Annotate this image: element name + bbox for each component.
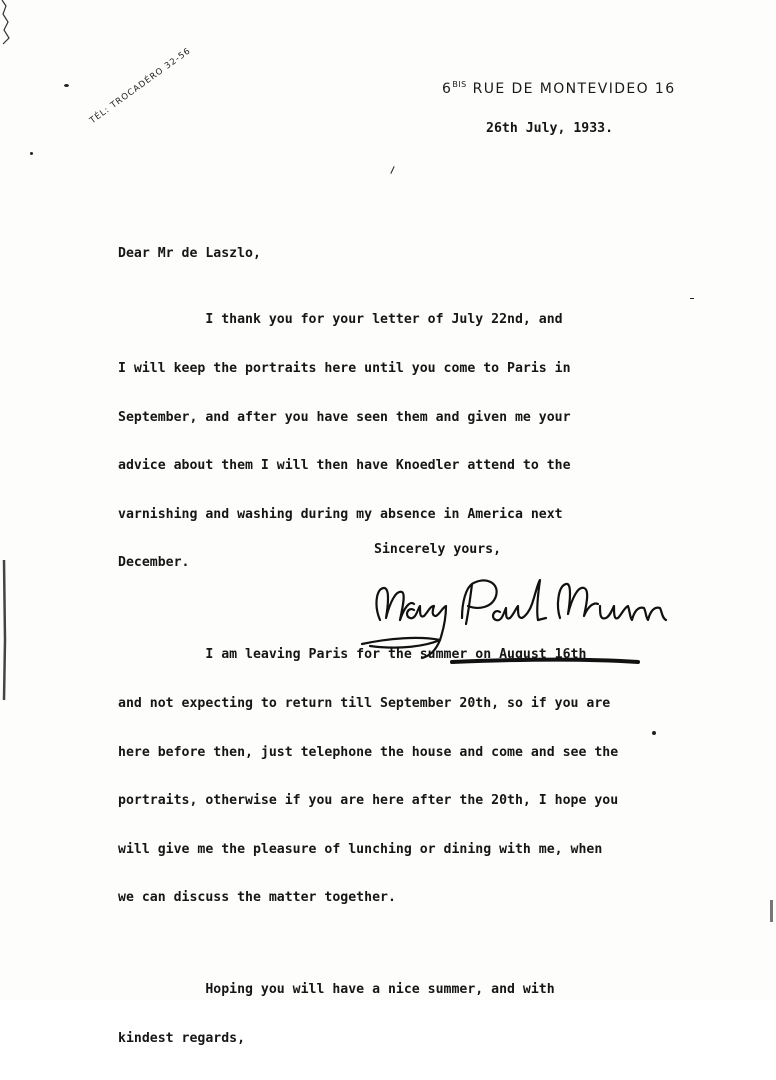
letterhead-superscript: BIS [452,80,467,89]
scan-speck [652,731,656,735]
body-line: I will keep the portraits here until you come to Paris in [118,361,571,376]
body-line: kindest regards, [118,1030,246,1046]
scan-speck [64,84,69,87]
body-line: Hoping you will have a nice summer, and with [118,982,555,998]
body-line: and not expecting to return till September 20th, so if you are [118,695,611,711]
letterhead-address [442,80,676,97]
letterhead-street: RUE DE MONTEVIDEO 16 [472,81,676,97]
body-line: will give me the pleasure of lunching or dining with me, when [118,841,603,857]
scan-edge-mark [0,0,14,1000]
scan-speck [390,166,394,174]
body-line: I am leaving Paris for the summer on August 16th [118,647,587,663]
letterhead-number: 6 [442,81,453,97]
body-line: here before then, just telephone the house and come and see the [118,744,619,760]
paragraph-gap [118,939,618,950]
handwritten-signature [350,566,690,676]
body-line: September, and after you have seen them and given me your [118,409,571,425]
letter-body [118,280,618,1080]
salutation: Dear Mr de Laszlo, [118,246,261,261]
body-line: December. [118,555,190,571]
scan-speck [30,152,33,155]
body-line: varnishing and washing during my absence in America next [118,506,563,522]
letter-date: 26th July, 1933. [486,121,614,136]
letterhead-phone: TÉL: TROCADÉRO 32-56 [88,46,193,126]
body-line: portraits, otherwise if you are here after the 20th, I hope you [118,793,619,809]
closing: Sincerely yours, [374,542,502,557]
body-line: I thank you for your letter of July 22nd, and [118,312,563,328]
body-line: we can discuss the matter together. [118,890,396,906]
scan-speck [690,298,694,299]
body-line: advice about them I will then have Knoedler attend to the [118,458,571,474]
scan-speck [770,900,773,922]
